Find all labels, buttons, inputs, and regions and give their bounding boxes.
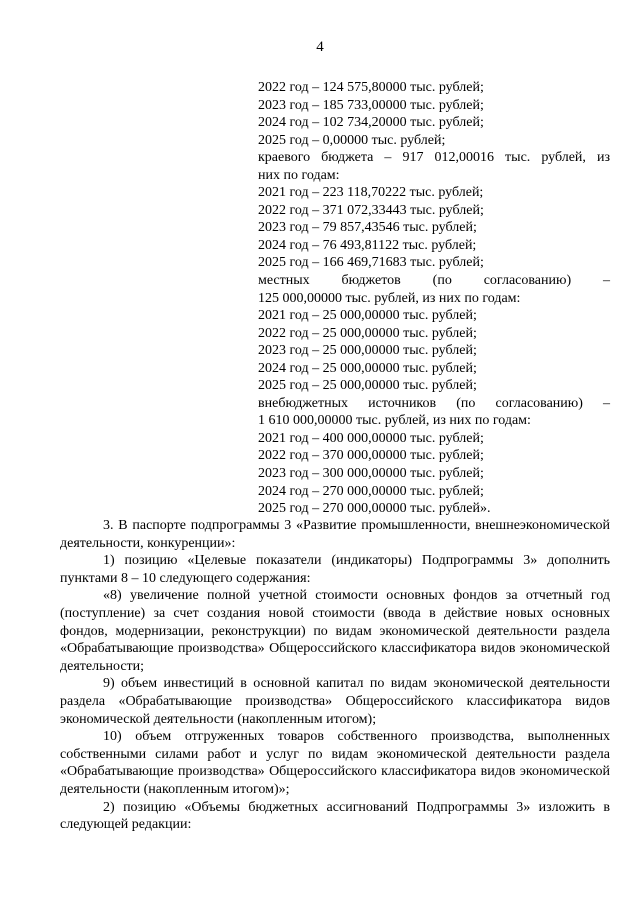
funding-line: 2021 год – 25 000,00000 тыс. рублей; <box>258 308 477 324</box>
local-budget-heading-cont: 125 000,00000 тыс. рублей, из них по годам: <box>258 290 521 306</box>
funding-line: 2021 год – 223 118,70222 тыс. рублей; <box>258 185 484 201</box>
paragraph-indicator-8: «8) увеличение полной учетной стоимости основных фондов за отчетный год (поступление) за счет создания новой стоимости (ввода в действие новых основных фондов, модернизации, реконструкции) по видам экономической деятельности раздела «Обрабатывающие производства» Общероссийского классификатора видов экономической деятельности; <box>60 588 610 674</box>
paragraph-indicator-9: 9) объем инвестиций в основной капитал по видам экономической деятельности раздела «Обрабатывающие производства» Общероссийского классификатора видов экономической деятельности (накопленным итогом); <box>60 676 610 727</box>
funding-line: 2025 год – 166 469,71683 тыс. рублей; <box>258 255 484 271</box>
funding-line: 2025 год – 25 000,00000 тыс. рублей; <box>258 378 477 394</box>
funding-line: 2022 год – 370 000,00000 тыс. рублей; <box>258 448 484 464</box>
document-body <box>60 517 610 834</box>
regional-budget-heading-cont: них по годам: <box>258 167 340 183</box>
paragraph-subitem-1: 1) позицию «Целевые показатели (индикаторы) Подпрограммы 3» дополнить пунктами 8 – 10 следующего содержания: <box>60 553 610 586</box>
paragraph-item-3: 3. В паспорте подпрограммы 3 «Развитие промышленности, внешнеэкономической деятельности, конкуренции»: <box>60 518 610 551</box>
funding-line: 2022 год – 371 072,33443 тыс. рублей; <box>258 202 484 218</box>
funding-line: 2023 год – 185 733,00000 тыс. рублей; <box>258 97 484 113</box>
regional-budget-heading: краевого бюджета – 917 012,00016 тыс. рублей, из <box>258 150 610 166</box>
paragraph-subitem-2: 2) позицию «Объемы бюджетных ассигнований Подпрограммы 3» изложить в следующей редакции: <box>60 799 610 833</box>
funding-line: 2024 год – 25 000,00000 тыс. рублей; <box>258 360 477 376</box>
funding-line: 2024 год – 102 734,20000 тыс. рублей; <box>258 115 484 131</box>
funding-line: 2023 год – 25 000,00000 тыс. рублей; <box>258 343 477 359</box>
funding-line: 2024 год – 76 493,81122 тыс. рублей; <box>258 237 477 253</box>
funding-line: 2025 год – 0,00000 тыс. рублей; <box>258 132 446 148</box>
page-number: 4 <box>316 39 324 55</box>
extrabudgetary-heading: внебюджетных источников (по согласованию) – <box>258 395 610 411</box>
funding-line: 2025 год – 270 000,00000 тыс. рублей». <box>258 501 491 517</box>
funding-line: 2022 год – 25 000,00000 тыс. рублей; <box>258 325 477 341</box>
funding-line: 2024 год – 270 000,00000 тыс. рублей; <box>258 483 484 499</box>
funding-line: 2023 год – 79 857,43546 тыс. рублей; <box>258 220 477 236</box>
extrabudgetary-heading-cont: 1 610 000,00000 тыс. рублей, из них по годам: <box>258 413 531 429</box>
funding-line: 2021 год – 400 000,00000 тыс. рублей; <box>258 430 484 446</box>
funding-column <box>258 79 610 518</box>
funding-line: 2022 год – 124 575,80000 тыс. рублей; <box>258 80 484 95</box>
local-budget-heading: местных бюджетов (по согласованию) – <box>258 273 610 289</box>
paragraph-indicator-10: 10) объем отгруженных товаров собственного производства, выполненных собственными силами работ и услуг по видам экономической деятельности раздела «Обрабатывающие производства» Общероссийского классификатора видов экономической деятельности (накопленным итогом)»; <box>60 729 610 797</box>
funding-line: 2023 год – 300 000,00000 тыс. рублей; <box>258 466 484 482</box>
